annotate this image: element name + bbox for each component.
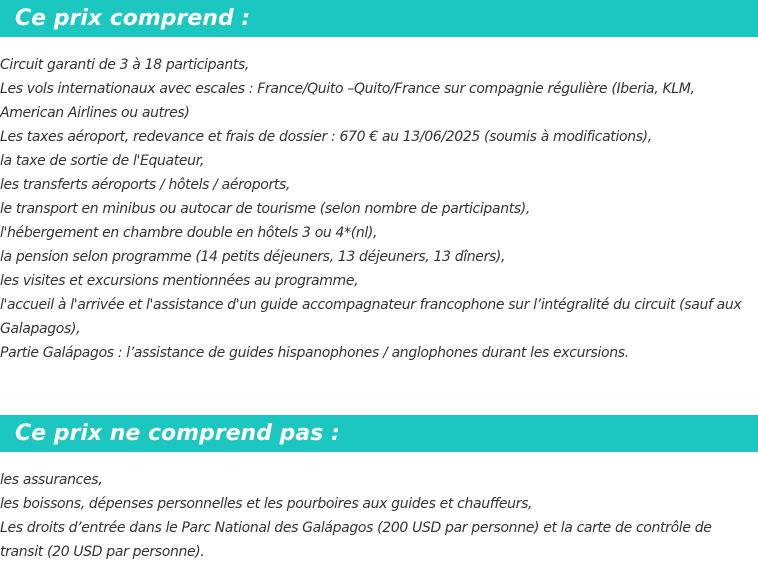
list-item: l'hébergement en chambre double en hôtels 3 ou 4*(nl), bbox=[0, 225, 378, 241]
list-item: les assurances, bbox=[0, 472, 103, 488]
list-item: Partie Galápagos : l’assistance de guides hispanophones / anglophones durant les excursions. bbox=[0, 345, 629, 361]
list-item: les boissons, dépenses personnelles et les pourboires aux guides et chauffeurs, bbox=[0, 496, 533, 512]
list-item: les transferts aéroports / hôtels / aéroports, bbox=[0, 177, 291, 193]
excludes-list bbox=[0, 468, 745, 564]
list-item: Les vols internationaux avec escales : France/Quito –Quito/France sur compagnie régulière (Iberia, KLM, American Airlines ou autres) bbox=[0, 81, 695, 121]
list-item: le transport en minibus ou autocar de tourisme (selon nombre de participants), bbox=[0, 201, 531, 217]
list-item: la pension selon programme (14 petits déjeuners, 13 déjeuners, 13 dîners), bbox=[0, 249, 506, 265]
list-item: Les taxes aéroport, redevance et frais de dossier : 670 € au 13/06/2025 (soumis à modifications), bbox=[0, 129, 652, 145]
list-item: Les droits d’entrée dans le Parc National des Galápagos (200 USD par personne) et la carte de contrôle de transit (20 USD par personne). bbox=[0, 520, 712, 560]
excludes-section-title: Ce prix ne comprend pas : bbox=[0, 415, 758, 452]
list-item: la taxe de sortie de l'Equateur, bbox=[0, 153, 204, 169]
includes-section-title: Ce prix comprend : bbox=[0, 0, 758, 37]
list-item: l'accueil à l'arrivée et l'assistance d'un guide accompagnateur francophone sur l’intégralité du circuit (sauf aux Galapagos), bbox=[0, 297, 742, 337]
includes-list bbox=[0, 53, 745, 365]
list-item: Circuit garanti de 3 à 18 participants, bbox=[0, 57, 250, 73]
list-item: les visites et excursions mentionnées au programme, bbox=[0, 273, 359, 289]
